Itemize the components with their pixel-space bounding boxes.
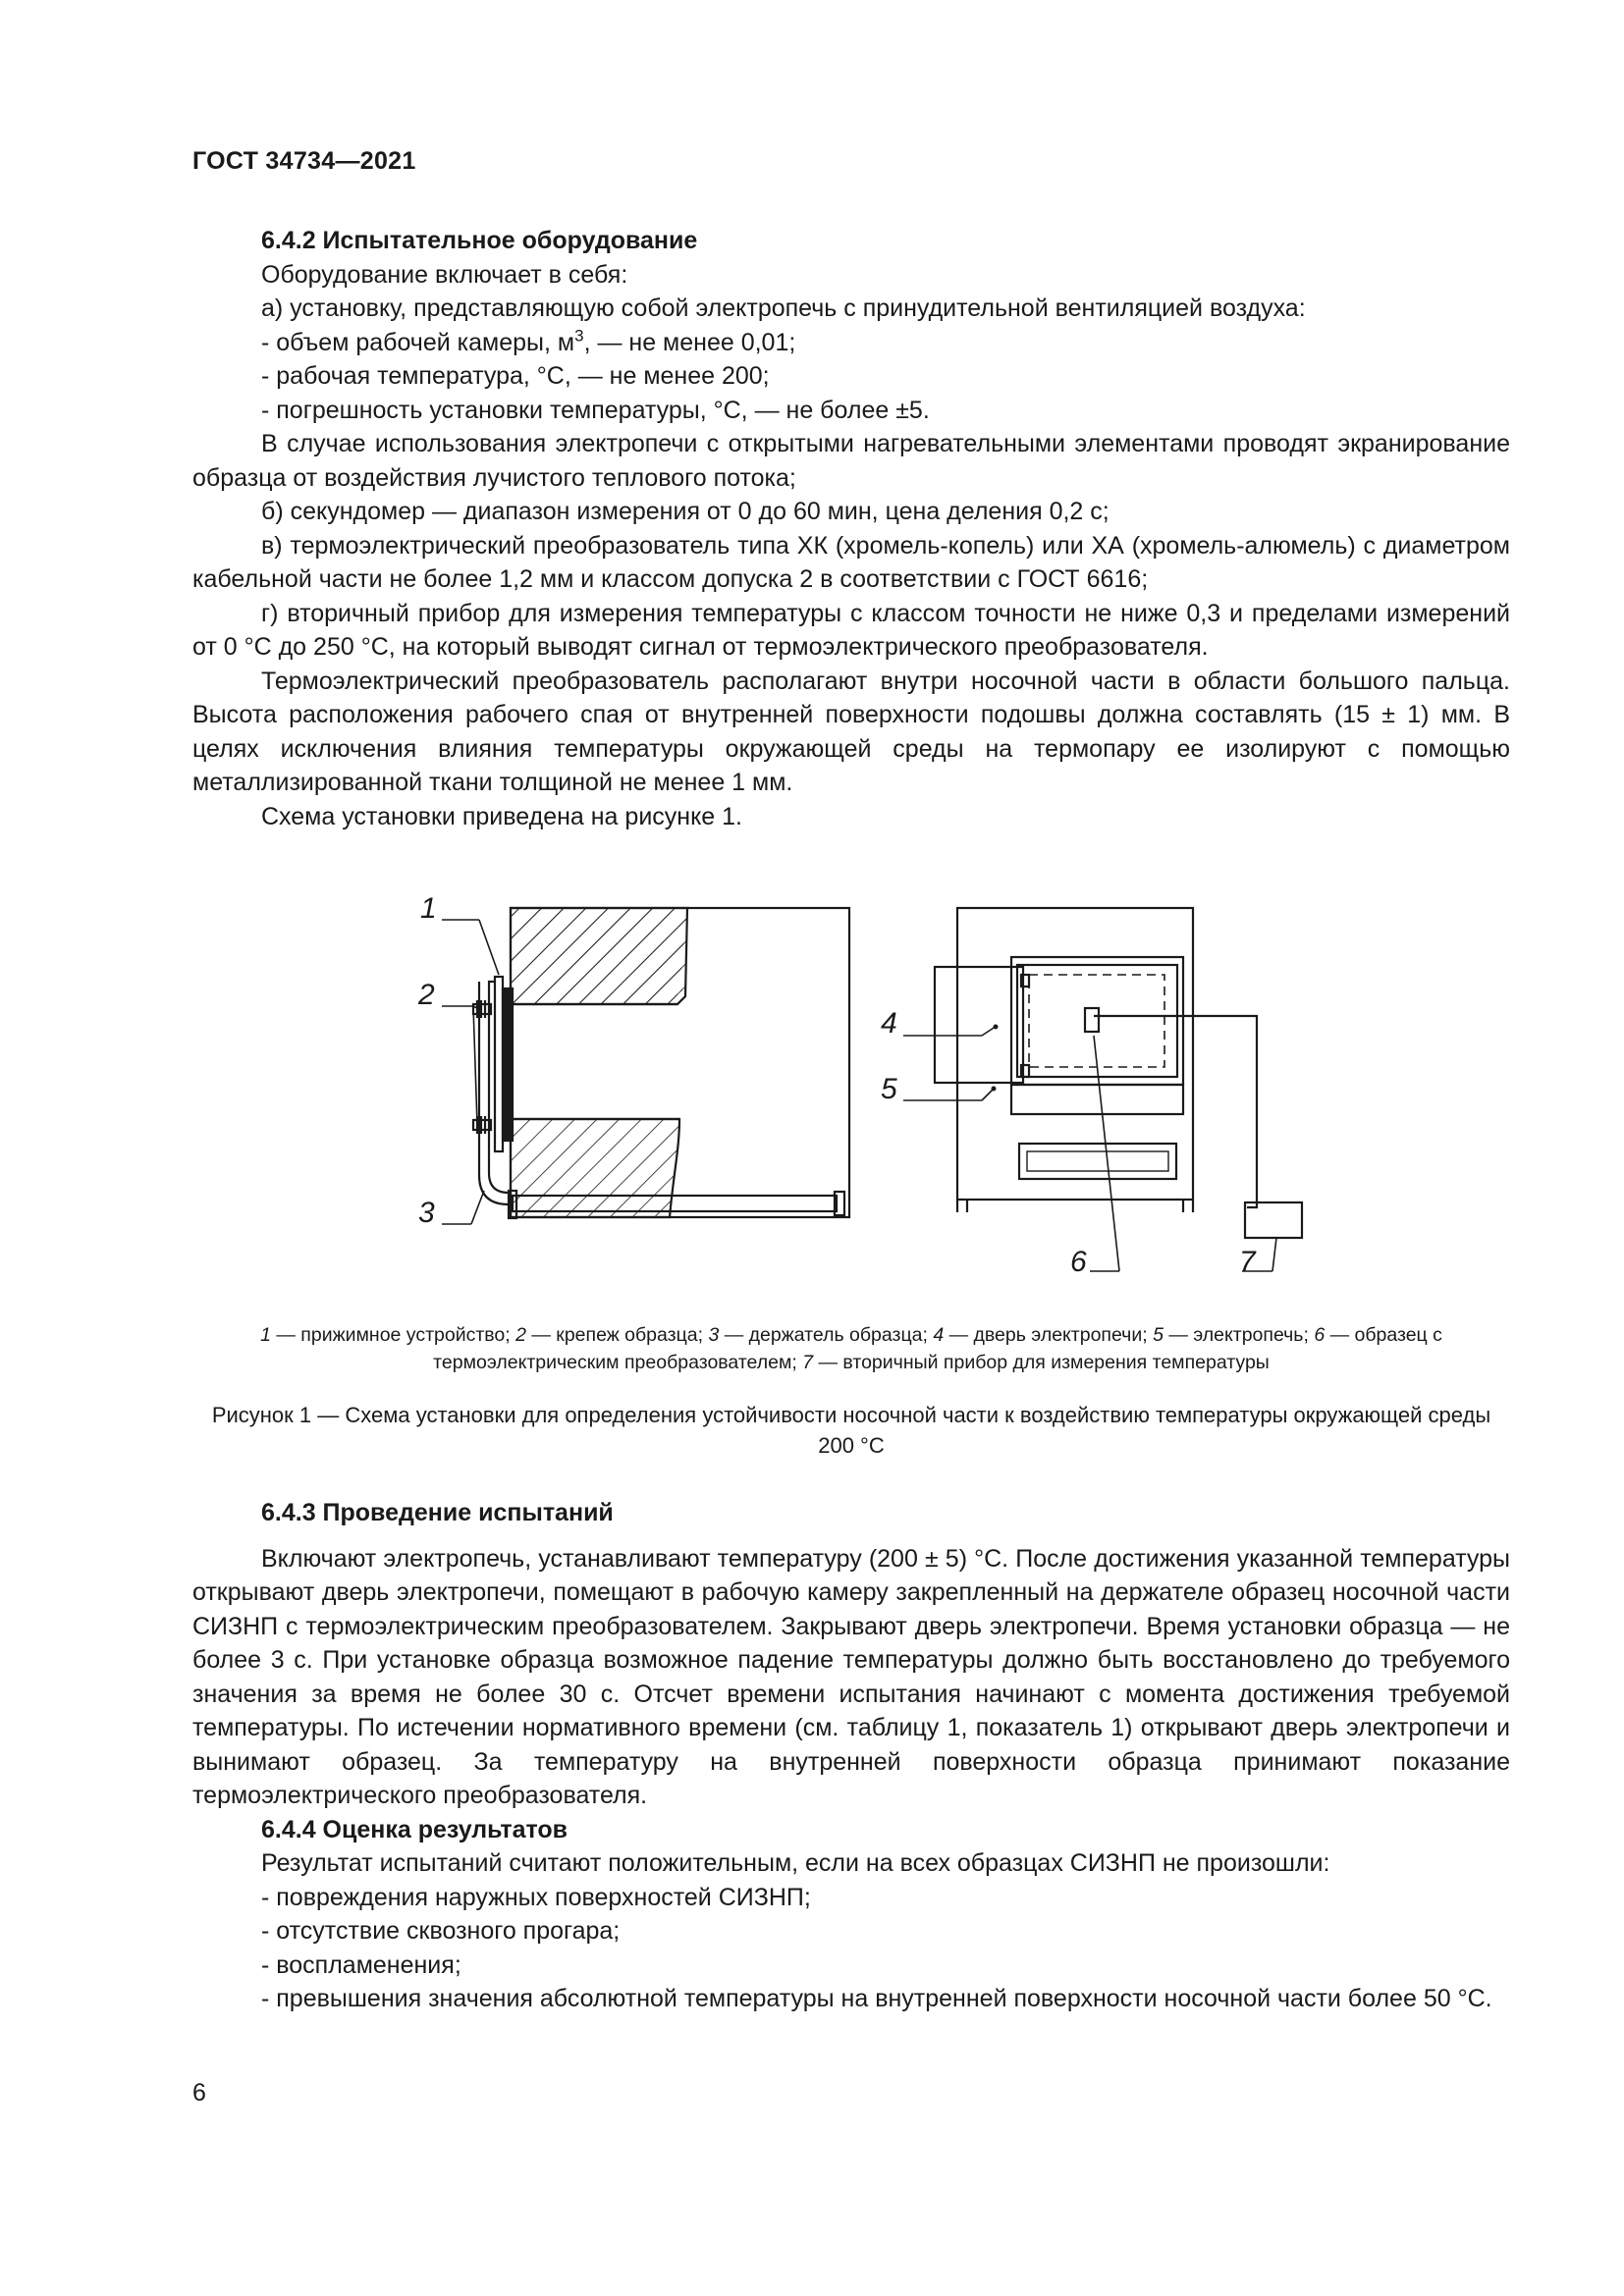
- bullet-item: - превышения значения абсолютной температуры на внутренней поверхности носочной части более 50 °С.: [261, 1985, 1492, 2012]
- leader-lines-right: [903, 1026, 1276, 1271]
- bullet-item: - погрешность установки температуры, °С, — не более ±5.: [261, 396, 930, 424]
- legend-number: 7: [802, 1352, 814, 1373]
- legend-number: 2: [515, 1324, 526, 1346]
- legend-text: — прижимное устройство;: [270, 1324, 516, 1346]
- section-heading: 6.4.2 Испытательное оборудование: [261, 227, 698, 254]
- superscript: 3: [574, 326, 584, 346]
- legend-text: — держатель образца;: [719, 1324, 934, 1346]
- paragraph: Результат испытаний считают положительным, если на всех образцах СИЗНП не произошли:: [261, 1849, 1330, 1877]
- figure-label-2: 2: [418, 979, 435, 1011]
- list-item-v: в) термоэлектрический преобразователь типа ХК (хромель-копель) или ХА (хромель-алюмель) с диаметром кабельной части не более 1,2 мм и классом допуска 2 в соответствии с ГОСТ 6616;: [192, 531, 1510, 593]
- figure-label-6: 6: [1070, 1246, 1087, 1278]
- figure-label-5: 5: [881, 1073, 897, 1105]
- legend-number: 1: [260, 1324, 271, 1346]
- paragraph: Оборудование включает в себя:: [261, 260, 628, 289]
- page-number: 6: [192, 2079, 206, 2107]
- furnace-front-view: [935, 908, 1302, 1238]
- paragraph: В случае использования электропечи с открытыми нагревательными элементами проводят экранирование образца от воздействия лучистого теплового потока;: [192, 430, 1510, 492]
- figure-1-diagram: [393, 879, 1306, 1301]
- paragraph: Схема установки приведена на рисунке 1.: [261, 802, 743, 830]
- bullet-text: , — не менее 0,01;: [583, 328, 796, 356]
- paragraph: Термоэлектрический преобразователь располагают внутри носочной части в области большого пальца. Высота расположения рабочего спая от внутренней поверхности подошвы должна составлять (15 ± 1) мм. В целях исключения влияния температуры окружающей среды на термопару ее изолируют с помощью металлизированной ткани толщиной не менее 1 мм.: [192, 667, 1510, 796]
- bullet-item: [192, 326, 1510, 360]
- figure-label-1: 1: [420, 892, 437, 925]
- figure-caption: Рисунок 1 — Схема установки для определения устойчивости носочной части к воздействию температуры окружающей среды 200 °С: [211, 1403, 1491, 1458]
- figure-label-3: 3: [418, 1197, 435, 1229]
- document-header: ГОСТ 34734—2021: [192, 147, 416, 175]
- figure-legend: [192, 1321, 1510, 1376]
- legend-text: — образец с термоэлектрическим преобразователем;: [433, 1324, 1442, 1373]
- legend-number: 5: [1153, 1324, 1164, 1346]
- bullet-item: - повреждения наружных поверхностей СИЗНП;: [261, 1883, 811, 1911]
- list-item-b: б) секундомер — диапазон измерения от 0 до 60 мин, цена деления 0,2 с;: [261, 498, 1110, 525]
- section-6-4-3: [192, 1496, 1510, 2016]
- legend-text: — электропечь;: [1163, 1324, 1315, 1346]
- bullet-item: - рабочая температура, °С, — не менее 200;: [261, 362, 770, 390]
- legend-text: — крепеж образца;: [525, 1324, 709, 1346]
- paragraph: Включают электропечь, устанавливают температуру (200 ± 5) °С. После достижения указанной температуры открывают дверь электропечи, помещают в рабочую камеру закрепленный на держателе образец носочной части СИЗНП с термоэлектрическим преобразователем. Закрывают дверь электропечи. Время установки образца — не более 3 с. При установке образца возможное падение температуры должно быть восстановлено до требуемого значения за время не более 30 с. Отсчет времени испытания начинают с момента достижения требуемой температуры. По истечении нормативного времени (см. таблицу 1, показатель 1) открывают дверь электропечи и вынимают образец. За температуру на внутренней поверхности образца принимают показание термоэлектрического преобразователя.: [192, 1544, 1510, 1809]
- furnace-side-view: [473, 908, 849, 1218]
- section-heading: 6.4.3 Проведение испытаний: [261, 1499, 614, 1526]
- bullet-item: - воспламенения;: [261, 1950, 461, 1979]
- legend-text: — вторичный прибор для измерения температуры: [813, 1352, 1270, 1373]
- legend-number: 6: [1314, 1324, 1326, 1346]
- list-item-a: а) установку, представляющую собой электропечь с принудительной вентиляцией воздуха:: [261, 294, 1306, 322]
- bullet-item: - отсутствие сквозного прогара;: [261, 1917, 621, 1945]
- section-6-4-2: [192, 224, 1510, 833]
- list-item-g: г) вторичный прибор для измерения температуры с классом точности не ниже 0,3 и пределами измерений от 0 °С до 250 °С, на который выводят сигнал от термоэлектрического преобразователя.: [192, 599, 1510, 661]
- bullet-text: - объем рабочей камеры, м: [261, 328, 575, 356]
- figure-label-4: 4: [881, 1007, 897, 1040]
- figure-label-7: 7: [1239, 1246, 1256, 1278]
- legend-number: 4: [933, 1324, 945, 1346]
- section-heading: 6.4.4 Оценка результатов: [261, 1815, 568, 1843]
- legend-text: — дверь электропечи;: [944, 1324, 1154, 1346]
- legend-number: 3: [708, 1324, 720, 1346]
